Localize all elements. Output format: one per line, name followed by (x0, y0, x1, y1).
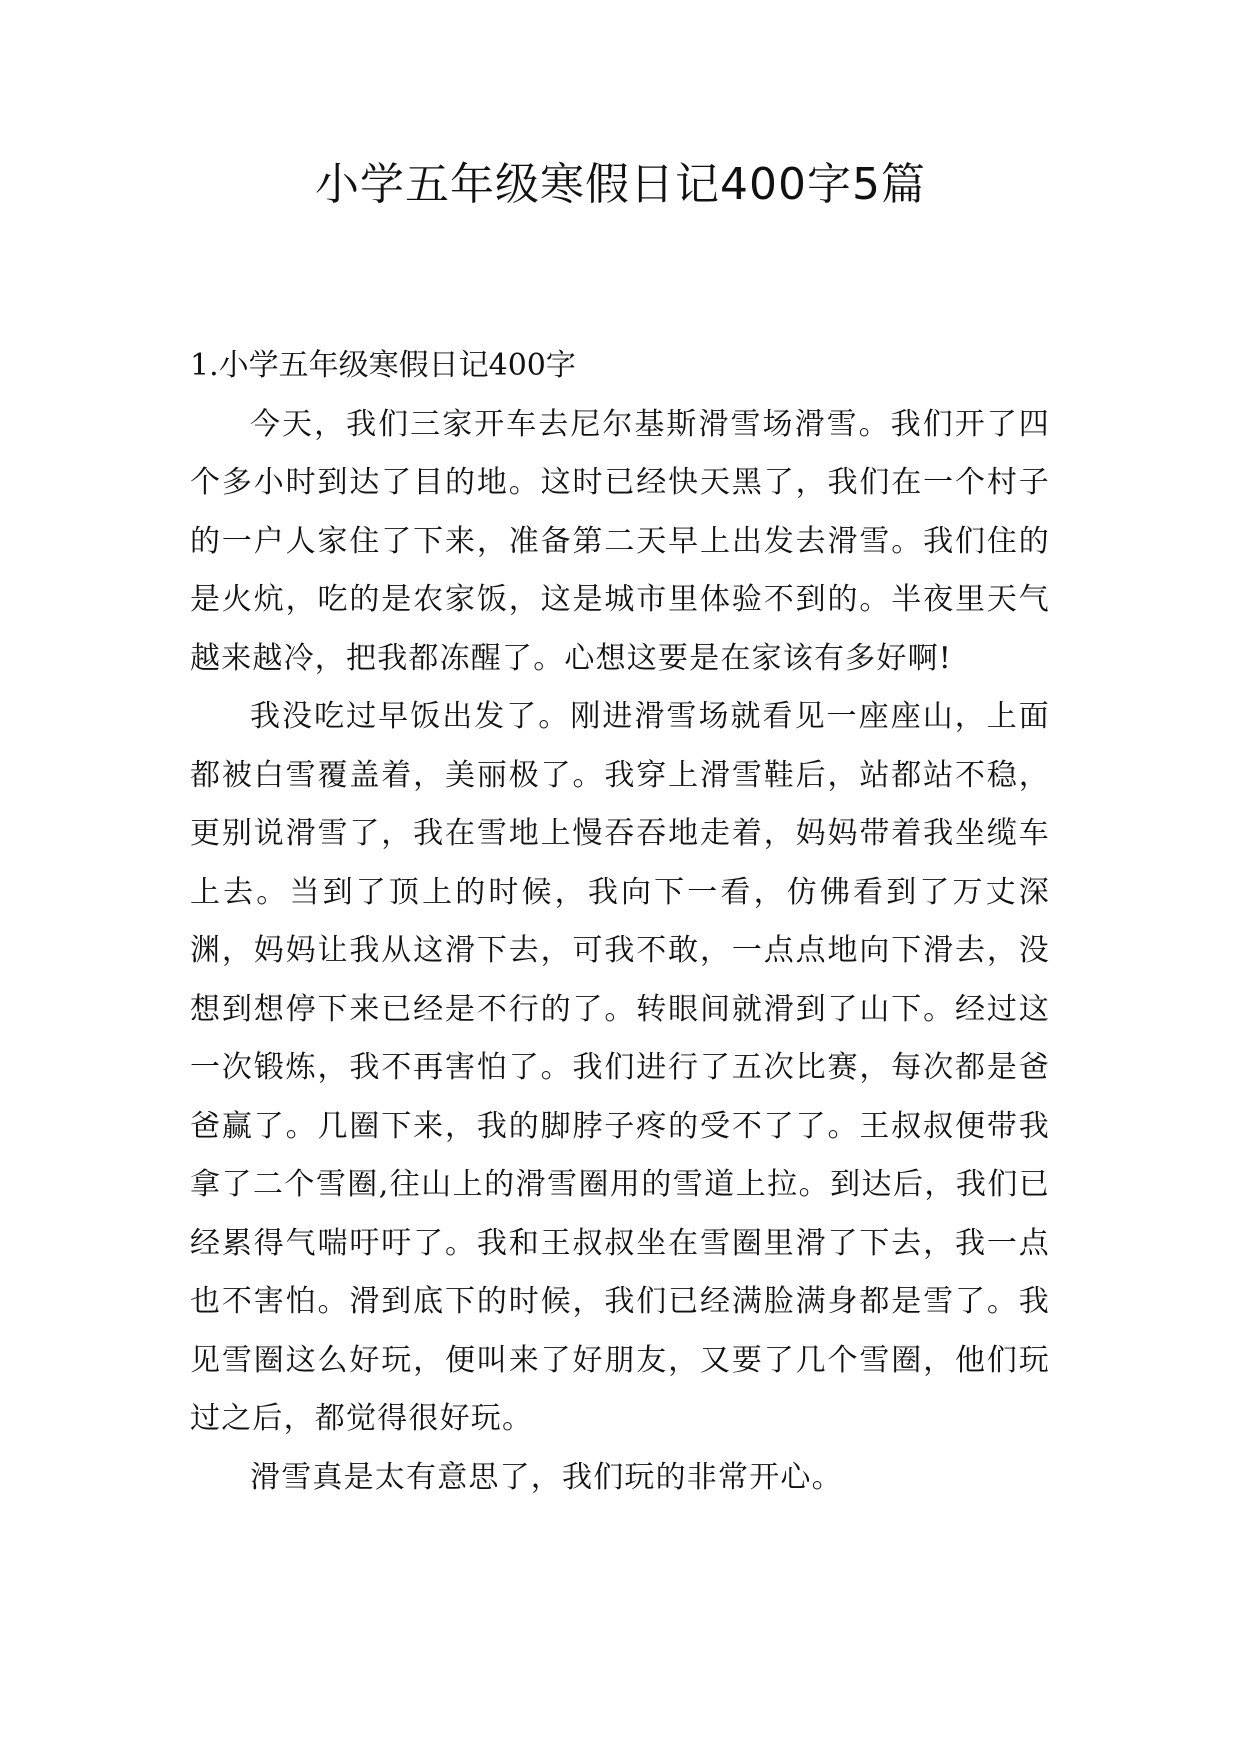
section-heading: 1.小学五年级寒假日记400字 (190, 348, 576, 383)
paragraph: 滑雪真是太有意思了，我们玩的非常开心。 (250, 1459, 843, 1495)
paragraph: 今天，我们三家开车去尼尔基斯滑雪场滑雪。我们开了四个多小时到达了目的地。这时已经快天黑了，我们在一个村子的一户人家住了下来，准备第二天早上出发去滑雪。我们住的是火炕，吃的是农家饭，这是城市里体验不到的。半夜里天气越来越冷，把我都冻醒了。心想这要是在家该有多好啊! (190, 406, 1050, 676)
paragraph: 我没吃过早饭出发了。刚进滑雪场就看见一座座山，上面都被白雪覆盖着，美丽极了。我穿上滑雪鞋后，站都站不稳，更别说滑雪了，我在雪地上慢吞吞地走着，妈妈带着我坐缆车上去。当到了顶上的时候，我向下一看，仿佛看到了万丈深渊，妈妈让我从这滑下去，可我不敢，一点点地向下滑去，没想到想停下来已经是不行的了。转眼间就滑到了山下。经过这一次锻炼，我不再害怕了。我们进行了五次比赛，每次都是爸爸赢了。几圈下来，我的脚脖子疼的受不了了。王叔叔便带我拿了二个雪圈,往山上的滑雪圈用的雪道上拉。到达后，我们已经累得气喘吁吁了。我和王叔叔坐在雪圈里滑了下去，我一点也不害怕。滑到底下的时候，我们已经满脸满身都是雪了。我见雪圈这么好玩，便叫来了好朋友，又要了几个雪圈，他们玩过之后，都觉得很好玩。 (190, 699, 1050, 1436)
diary-section (190, 337, 1050, 1507)
document-title: 小学五年级寒假日记400字5篇 (315, 159, 926, 210)
